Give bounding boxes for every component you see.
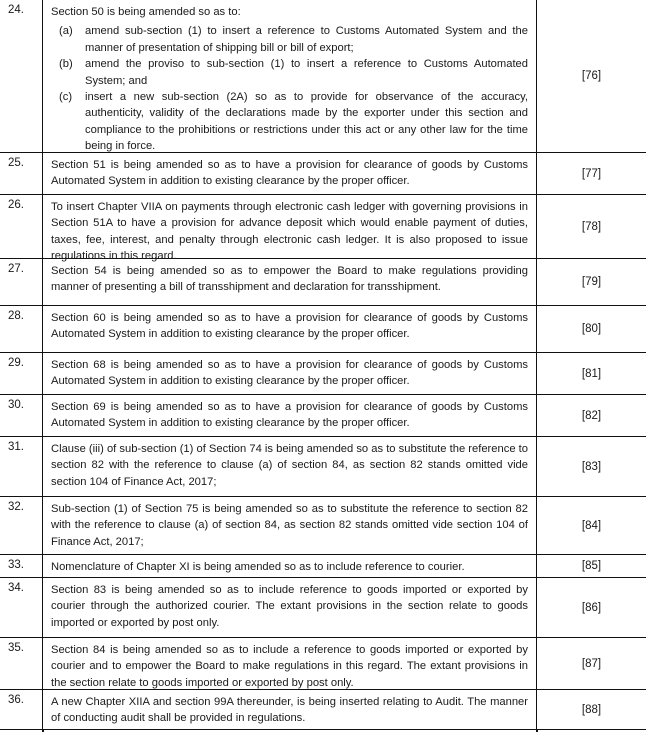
row-description: Nomenclature of Chapter XI is being amended so as to include reference to courier. bbox=[43, 555, 537, 577]
sub-item bbox=[51, 23, 528, 56]
sub-item-label: (a) bbox=[59, 25, 73, 38]
row-description bbox=[43, 0, 537, 152]
row-description: Clause (iii) of sub-section (1) of Section 74 is being amended so as to substitute the reference to section 82 with the reference to clause (a) of section 84, as section 82 stands omitted vide section 104 of Finance Act, 2017; bbox=[43, 437, 537, 496]
row-number: 36. bbox=[0, 690, 43, 729]
row-description: Section 54 is being amended so as to empower the Board to make regulations providing manner of presenting a bill of transshipment and declaration for transshipment. bbox=[43, 259, 537, 305]
table-row bbox=[0, 395, 646, 437]
table-row bbox=[0, 353, 646, 395]
row-reference: [83] bbox=[581, 460, 602, 473]
sub-item-text: amend sub-section (1) to insert a reference to Customs Automated System and the manner of presentation of shipping bill or bill of export; bbox=[85, 25, 528, 54]
sub-item-text: insert a new sub-section (2A) so as to provide for observance of the accuracy, authenticity, validity of the declarations made by the exporter under this section and compliance to the prohibitions or restrictions under this act or any other law for the time being in force. bbox=[85, 91, 528, 153]
row-intro: Section 50 is being amended so as to: bbox=[51, 6, 241, 18]
table-row bbox=[0, 690, 646, 730]
row-description: Section 68 is being amended so as to have a provision for clearance of goods by Customs Automated System in addition to existing clearance by the proper officer. bbox=[43, 353, 537, 394]
table-row bbox=[0, 578, 646, 638]
table-row bbox=[0, 638, 646, 690]
row-number: 35. bbox=[0, 638, 43, 689]
row-reference: [81] bbox=[581, 367, 602, 380]
row-reference: [84] bbox=[581, 519, 602, 532]
table-row bbox=[0, 259, 646, 306]
row-description: Section 51 is being amended so as to have a provision for clearance of goods by Customs Automated System in addition to existing clearance by the proper officer. bbox=[43, 153, 537, 194]
row-number: 26. bbox=[0, 195, 43, 258]
sub-item-label: (b) bbox=[59, 58, 73, 71]
sub-item-text: amend the proviso to sub-section (1) to insert a reference to Customs Automated System; and bbox=[85, 58, 528, 87]
row-reference: [86] bbox=[581, 601, 602, 614]
row-reference: [82] bbox=[581, 409, 602, 422]
row-reference: [77] bbox=[581, 167, 602, 180]
row-number: 30. bbox=[0, 395, 43, 436]
row-description: Section 69 is being amended so as to have a provision for clearance of goods by Customs Automated System in addition to existing clearance by the proper officer. bbox=[43, 395, 537, 436]
row-description: Section 60 is being amended so as to have a provision for clearance of goods by Customs Automated System in addition to existing clearance by the proper officer. bbox=[43, 306, 537, 352]
row-reference: [79] bbox=[581, 276, 602, 288]
table-row bbox=[0, 195, 646, 263]
table-row bbox=[0, 555, 646, 578]
row-reference: [78] bbox=[581, 220, 602, 233]
row-reference: [88] bbox=[581, 703, 602, 716]
table-row bbox=[0, 437, 646, 497]
row-number: 32. bbox=[0, 497, 43, 554]
table-row bbox=[0, 0, 646, 153]
row-description: To insert Chapter VIIA on payments through electronic cash ledger with governing provisions in Section 51A to have a provision for advance deposit which would enable payment of duties, taxes, fee, interest, and penalty through electronic cash ledger. It is also proposed to issue regulations in this regard. bbox=[43, 195, 537, 258]
row-description: Section 84 is being amended so as to include a reference to goods imported or exported by courier and to empower the Board to make regulations in this regard. The extant provisions in the section relate to goods imported or exported by post only. bbox=[43, 638, 537, 689]
table-row bbox=[0, 497, 646, 555]
row-number: 24. bbox=[0, 0, 43, 152]
sub-item bbox=[51, 89, 528, 155]
row-description: Sub-section (1) of Section 75 is being amended so as to substitute the reference to section 82 with the reference to clause (a) of section 84, as section 82 stands omitted vide section 104 of Finance Act, 2017; bbox=[43, 497, 537, 554]
row-reference: [80] bbox=[581, 323, 602, 335]
row-number: 27. bbox=[0, 259, 43, 305]
row-number: 33. bbox=[0, 555, 43, 577]
row-description: A new Chapter XIIA and section 99A thereunder, is being inserted relating to Audit. The manner of conducting audit shall be provided in regulations. bbox=[43, 690, 537, 729]
row-reference: [87] bbox=[581, 657, 602, 670]
table-row bbox=[0, 153, 646, 195]
row-description: Section 83 is being amended so as to include reference to goods imported or exported by courier through the authorized courier. The extant provisions in the section relate to goods imported or exported by post only. bbox=[43, 578, 537, 637]
row-reference: [76] bbox=[581, 70, 602, 82]
row-number: 34. bbox=[0, 578, 43, 637]
sub-item bbox=[51, 56, 528, 89]
sub-item-label: (c) bbox=[59, 91, 73, 104]
row-number: 25. bbox=[0, 153, 43, 194]
row-number: 31. bbox=[0, 437, 43, 496]
row-reference: [85] bbox=[581, 560, 602, 572]
row-number: 28. bbox=[0, 306, 43, 352]
table-row bbox=[0, 306, 646, 353]
row-number: 29. bbox=[0, 353, 43, 394]
